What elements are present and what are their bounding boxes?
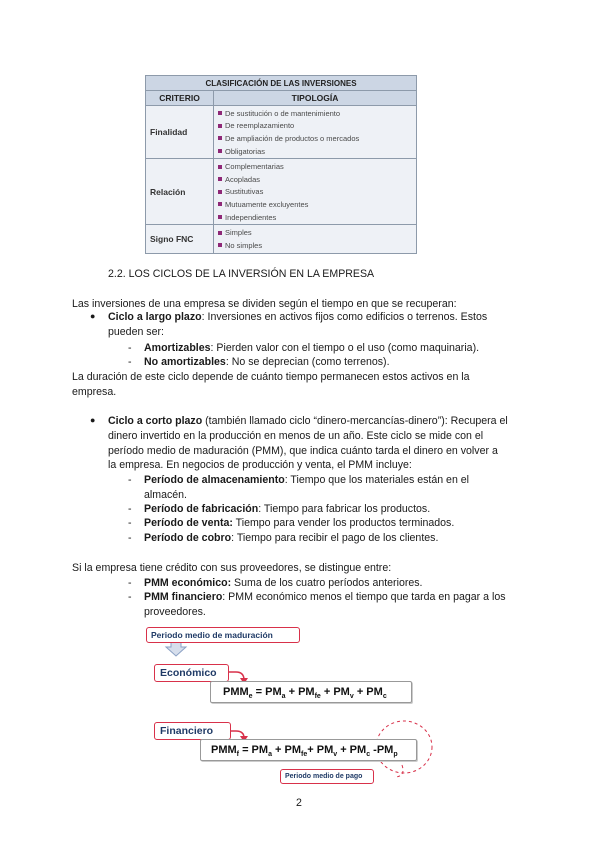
paragraph-line: Si la empresa tiene crédito con sus proveedores, se distingue entre:	[72, 562, 392, 574]
square-bullet-icon	[218, 231, 222, 235]
square-bullet-icon	[218, 149, 222, 153]
square-bullet-icon	[218, 190, 222, 194]
list-item: De reemplazamiento	[218, 120, 416, 133]
dash-icon: -	[128, 474, 132, 486]
list-item: De sustitución o de mantenimiento	[218, 107, 416, 120]
tipologia-cell	[214, 106, 417, 159]
list-item: Acopladas	[218, 173, 416, 186]
largo-plazo-line: Ciclo a largo plazo: Inversiones en activos fijos como edificios o terrenos. Estos	[108, 311, 488, 323]
dash-icon: -	[128, 342, 132, 354]
list-item: Período de venta: Tiempo para vender los productos terminados.	[144, 517, 455, 529]
formula-financiero: $PMM_f = PM_a + PM_{fe}+ PM_v + PM_c$ $-PM_p$	[200, 739, 417, 761]
square-bullet-icon	[218, 243, 222, 247]
square-bullet-icon	[218, 177, 222, 181]
square-bullet-icon	[218, 111, 222, 115]
criterio-cell: Finalidad	[146, 106, 214, 159]
financiero-label: Financiero	[154, 722, 231, 740]
paragraph-line: empresa.	[72, 386, 117, 398]
criterio-cell: Signo FNC	[146, 225, 214, 253]
economico-label: Económico	[154, 664, 229, 682]
intro-paragraph: Las inversiones de una empresa se dividen según el tiempo en que se recuperan:	[72, 298, 457, 310]
table-title: CLASIFICACIÓN DE LAS INVERSIONES	[146, 76, 417, 91]
corto-plazo-line: dinero invertido en la producción en menos de un año. Este ciclo se mide con el	[108, 430, 484, 442]
pago-label: Periodo medio de pago	[280, 769, 374, 784]
tipologia-cell	[214, 225, 417, 253]
table-row	[146, 106, 417, 159]
table-row	[146, 159, 417, 225]
list-item: No amortizables: No se deprecian (como terrenos).	[144, 356, 390, 368]
corto-plazo-line: la empresa. En negocios de producción y venta, el PMM incluye:	[108, 459, 412, 471]
list-item: Sustitutivas	[218, 186, 416, 199]
list-item-continuation: almacén.	[144, 489, 187, 501]
square-bullet-icon	[218, 215, 222, 219]
dash-icon: -	[128, 591, 132, 603]
square-bullet-icon	[218, 165, 222, 169]
largo-plazo-line: pueden ser:	[108, 326, 164, 338]
column-header-criterio: CRITERIO	[146, 91, 214, 106]
pmm-top-label: Periodo medio de maduración	[146, 627, 300, 643]
list-item: Amortizables: Pierden valor con el tiempo o el uso (como maquinaria).	[144, 342, 480, 354]
list-item: No simples	[218, 239, 416, 252]
list-item: Simples	[218, 226, 416, 239]
table-row	[146, 225, 417, 253]
bullet-icon: ●	[90, 311, 96, 321]
square-bullet-icon	[218, 202, 222, 206]
corto-plazo-line: Ciclo a corto plazo (también llamado ciclo “dinero-mercancías-dinero”): Recupera el	[108, 415, 508, 427]
classification-table	[145, 75, 417, 254]
list-item: Período de fabricación: Tiempo para fabricar los productos.	[144, 503, 431, 515]
criterio-cell: Relación	[146, 159, 214, 225]
dash-icon: -	[128, 577, 132, 589]
section-heading: 2.2. LOS CICLOS DE LA INVERSIÓN EN LA EMPRESA	[108, 268, 375, 280]
list-item: PMM económico: Suma de los cuatro períodos anteriores.	[144, 577, 423, 589]
list-item: Mutuamente excluyentes	[218, 198, 416, 211]
list-item: Complementarias	[218, 160, 416, 173]
pointer-line	[394, 765, 403, 777]
dash-icon: -	[128, 532, 132, 544]
square-bullet-icon	[218, 136, 222, 140]
paragraph-line: La duración de este ciclo depende de cuánto tiempo permanecen estos activos en la	[72, 371, 470, 383]
square-bullet-icon	[218, 124, 222, 128]
list-item: Independientes	[218, 211, 416, 224]
list-item: Período de almacenamiento: Tiempo que los materiales están en el	[144, 474, 470, 486]
list-item-continuation: proveedores.	[144, 606, 206, 618]
dash-icon: -	[128, 503, 132, 515]
column-header-tipologia: TIPOLOGÍA	[214, 91, 417, 106]
list-item: PMM financiero: PMM económico menos el tiempo que tarda en pagar a los	[144, 591, 506, 603]
page-number: 2	[296, 797, 302, 809]
dash-icon: -	[128, 517, 132, 529]
formula-economico: $PMM_e = PM_a + PM_{fe} + PM_v + PM_c$	[210, 681, 412, 703]
list-item: De ampliación de productos o mercados	[218, 132, 416, 145]
dash-icon: -	[128, 356, 132, 368]
list-item: Obligatorias	[218, 145, 416, 158]
down-arrow-icon	[166, 642, 186, 656]
corto-plazo-line: período medio de maduración (PMM), que indica cuánto tarda el dinero en volver a	[108, 445, 498, 457]
list-item: Período de cobro: Tiempo para recibir el pago de los clientes.	[144, 532, 439, 544]
tipologia-cell	[214, 159, 417, 225]
bullet-icon: ●	[90, 415, 96, 425]
